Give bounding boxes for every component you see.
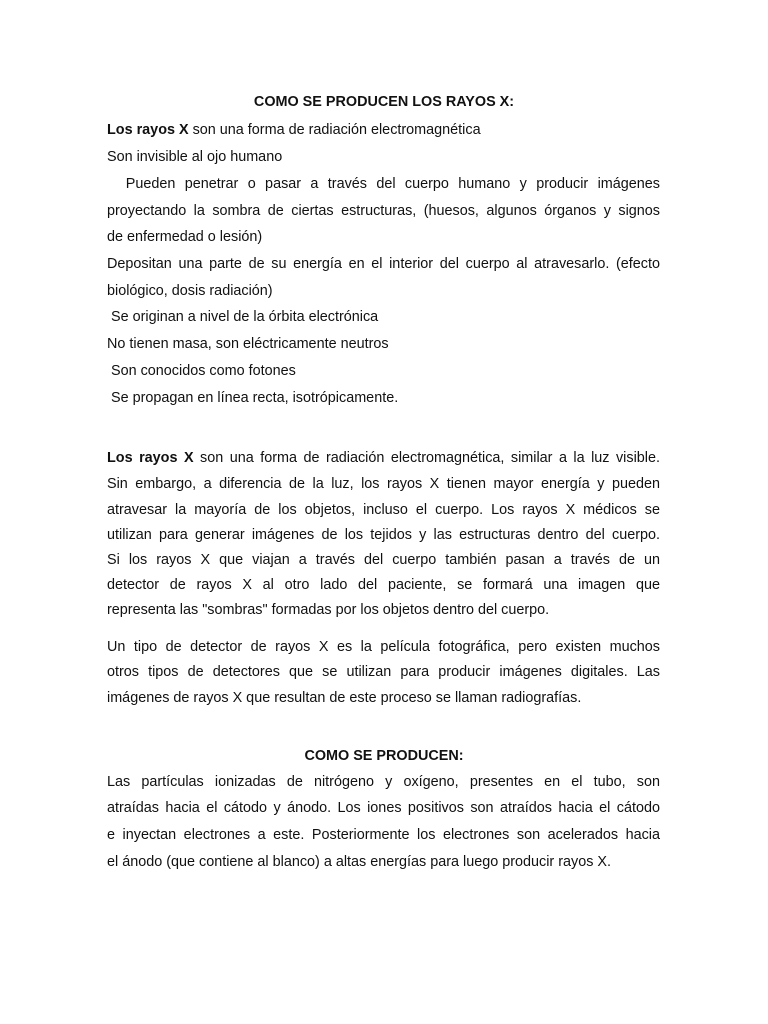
page-title: COMO SE PRODUCEN LOS RAYOS X: [253,94,515,110]
intro-line-5: de enfermedad o lesión) [107,229,263,245]
para3-line-3: imágenes de rayos X que resultan de este proceso se llaman radiografías. [107,690,582,706]
intro-line-2: Son invisible al ojo humano [107,149,283,165]
para2-lead-rest: son una forma de radiación electromagnética, similar a la luz visible. [193,450,660,466]
intro-line-3: Pueden penetrar o pasar a través del cuerpo humano y producir imágenes [107,176,660,192]
para4-line-2: atraídas hacia el cátodo y ánodo. Los iones positivos son atraídos hacia el cátodo [107,800,660,816]
para4-line-1: Las partículas ionizadas de nitrógeno y oxígeno, presentes en el tubo, son [107,774,660,790]
para2-line-5: Si los rayos X que viajan a través del cuerpo también pasan a través de un [107,552,660,568]
para2-line-6: detector de rayos X al otro lado del paciente, se formará una imagen que [107,577,660,593]
intro-lead-bold: Los rayos X [107,122,189,138]
para4-line-3: e inyectan electrones a este. Posteriormente los electrones son acelerados hacia [107,827,660,843]
section-title: COMO SE PRODUCEN: [304,748,464,764]
para3-line-2: otros tipos de detectores que se utilizan para producir imágenes digitales. Las [107,664,660,680]
intro-line-9: No tienen masa, son eléctricamente neutros [107,336,389,352]
intro-line-10: Son conocidos como fotones [107,363,296,379]
para4-line-4: el ánodo (que contiene al blanco) a altas energías para luego producir rayos X. [107,854,611,870]
para2-line-3: atravesar la mayoría de los objetos, incluso el cuerpo. Los rayos X médicos se [107,502,660,518]
para2-line-2: Sin embargo, a diferencia de la luz, los rayos X tienen mayor energía y pueden [107,476,660,492]
intro-line-7: biológico, dosis radiación) [107,283,273,299]
para3-line-1: Un tipo de detector de rayos X es la película fotográfica, pero existen muchos [107,639,660,655]
intro-line-1 [107,120,660,140]
intro-line-8: Se originan a nivel de la órbita electrónica [107,309,379,325]
intro-line-11: Se propagan en línea recta, isotrópicamente. [107,390,399,406]
para2-line-7: representa las "sombras" formadas por los objetos dentro del cuerpo. [107,602,550,618]
intro-line-4: proyectando la sombra de ciertas estructuras, (huesos, algunos órganos y signos [107,203,660,219]
para2-line-1 [107,448,660,468]
intro-lead-rest: son una forma de radiación electromagnética [188,122,481,138]
para2-line-4: utilizan para generar imágenes de los tejidos y las estructuras dentro del cuerpo. [107,527,660,543]
intro-line-6: Depositan una parte de su energía en el interior del cuerpo al atravesarlo. (efecto [107,256,660,272]
para2-lead-bold: Los rayos X [107,450,194,466]
